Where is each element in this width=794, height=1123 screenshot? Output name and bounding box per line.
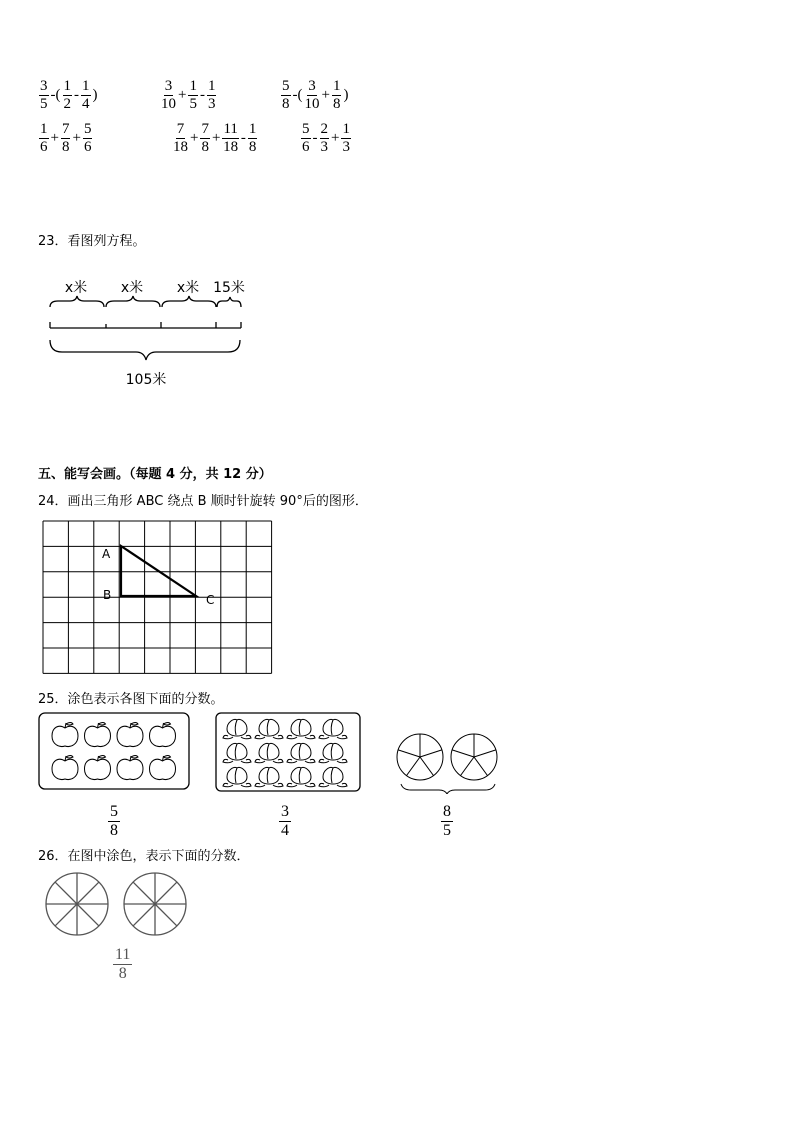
brace-under-circles bbox=[401, 784, 495, 794]
brace-2 bbox=[106, 296, 160, 307]
fraction-peaches: 3 4 bbox=[281, 803, 289, 839]
apple-icon bbox=[150, 756, 176, 780]
pie-eighths bbox=[40, 870, 200, 940]
seg2-label: x米 bbox=[120, 280, 144, 296]
fraction: $\frac{7}{8}$ bbox=[61, 121, 70, 155]
fraction: $\frac{1}{8}$ bbox=[332, 78, 341, 112]
vertex-c-label: C bbox=[206, 593, 215, 607]
peach-icon bbox=[255, 719, 283, 738]
operator: - bbox=[74, 87, 79, 103]
eighth-circle bbox=[124, 873, 186, 935]
operator: -( bbox=[292, 87, 303, 103]
brace-4 bbox=[217, 297, 241, 307]
apple-icon bbox=[85, 723, 111, 747]
apple-icon bbox=[85, 756, 111, 780]
expression-4 bbox=[38, 121, 93, 156]
operator: + bbox=[50, 130, 59, 146]
apple-icon bbox=[52, 756, 78, 780]
brace-total bbox=[50, 340, 240, 360]
fraction: $\frac{5}{8}$ bbox=[282, 78, 290, 112]
vertex-a-label: A bbox=[102, 547, 111, 561]
operator: - bbox=[312, 130, 318, 146]
operator: + bbox=[321, 87, 330, 103]
eighth-circle bbox=[46, 873, 108, 935]
peach-icon bbox=[319, 719, 347, 738]
fifth-circle bbox=[451, 734, 497, 780]
fraction: $\frac{7}{8}$ bbox=[201, 121, 209, 155]
vertex-b-label: B bbox=[103, 588, 112, 602]
fraction-circles: 8 5 bbox=[443, 803, 451, 839]
brace-1 bbox=[50, 296, 104, 307]
apple-icon bbox=[117, 723, 143, 747]
fraction: $\frac{3}{10}$ bbox=[161, 78, 176, 112]
apple-box bbox=[38, 712, 190, 790]
peach-icon bbox=[319, 743, 347, 762]
fraction: $\frac{1}{2}$ bbox=[63, 78, 71, 112]
fifth-circle bbox=[397, 734, 443, 780]
question-23-title: 23．看图列方程。 bbox=[38, 234, 146, 249]
fraction: $\frac{7}{18}$ bbox=[173, 121, 188, 155]
fraction: $\frac{1}{4}$ bbox=[82, 78, 90, 112]
expression-5 bbox=[172, 121, 258, 156]
apple-icon bbox=[117, 756, 143, 780]
operator: + bbox=[190, 130, 199, 146]
fraction-eighths: 11 8 bbox=[115, 946, 131, 982]
fraction: $\frac{1}{6}$ bbox=[40, 121, 48, 155]
fraction-apples: 5 8 bbox=[110, 803, 118, 839]
total-label: 105米 bbox=[125, 372, 167, 388]
section-5-title: 五、能写会画。（每题 4 分，共 12 分） bbox=[38, 467, 272, 482]
apple-icon bbox=[52, 723, 78, 747]
fraction: $\frac{3}{10}$ bbox=[304, 78, 320, 112]
expression-6 bbox=[300, 121, 352, 156]
fraction: $\frac{1}{8}$ bbox=[248, 121, 257, 155]
peach-icon bbox=[223, 767, 251, 786]
expression-3 bbox=[280, 78, 349, 113]
operator: ) bbox=[343, 87, 349, 103]
peach-icon bbox=[223, 743, 251, 762]
peaches bbox=[223, 719, 347, 786]
eighth-circles bbox=[46, 873, 186, 935]
operator: -( bbox=[50, 87, 61, 103]
expression-2 bbox=[160, 78, 217, 113]
grid-lines bbox=[43, 521, 272, 673]
fraction: $\frac{3}{5}$ bbox=[40, 78, 48, 112]
triangle-abc bbox=[121, 546, 196, 596]
brace-3 bbox=[162, 296, 216, 307]
q24-grid bbox=[40, 518, 276, 678]
operator: + bbox=[72, 130, 81, 146]
peach-icon bbox=[287, 719, 315, 738]
question-24-title: 24．画出三角形 ABC 绕点 B 顺时针旋转 90°后的图形． bbox=[38, 494, 368, 509]
operator: + bbox=[331, 130, 340, 146]
operator: + bbox=[178, 87, 187, 103]
fraction: $\frac{11}{18}$ bbox=[223, 121, 239, 155]
operator: ) bbox=[92, 87, 98, 103]
fraction: $\frac{1}{5}$ bbox=[189, 78, 197, 112]
fraction: $\frac{2}{3}$ bbox=[320, 121, 328, 155]
fraction: $\frac{5}{6}$ bbox=[302, 121, 310, 155]
expression-1 bbox=[38, 78, 99, 113]
fraction: $\frac{1}{3}$ bbox=[342, 121, 350, 155]
peach-icon bbox=[255, 767, 283, 786]
apples bbox=[52, 723, 176, 780]
fifth-circles bbox=[397, 734, 497, 780]
operator: - bbox=[199, 87, 205, 103]
operator: + bbox=[211, 130, 221, 146]
seg1-label: x米 bbox=[64, 280, 88, 296]
seg3-label: x米 bbox=[176, 280, 200, 296]
peach-icon bbox=[223, 719, 251, 738]
fraction: $\frac{1}{3}$ bbox=[207, 78, 216, 112]
peach-icon bbox=[255, 743, 283, 762]
peach-icon bbox=[287, 767, 315, 786]
operator: - bbox=[240, 130, 246, 146]
peach-icon bbox=[287, 743, 315, 762]
question-25-title: 25．涂色表示各图下面的分数。 bbox=[38, 692, 224, 707]
fraction: $\frac{5}{6}$ bbox=[83, 121, 92, 155]
question-26-title: 26．在图中涂色，表示下面的分数． bbox=[38, 849, 250, 864]
pie-fifths bbox=[393, 728, 501, 794]
q23-diagram bbox=[40, 272, 260, 392]
apple-icon bbox=[150, 723, 176, 747]
peach-icon bbox=[319, 767, 347, 786]
peach-box bbox=[215, 712, 361, 792]
seg4-label: 15米 bbox=[213, 280, 245, 296]
